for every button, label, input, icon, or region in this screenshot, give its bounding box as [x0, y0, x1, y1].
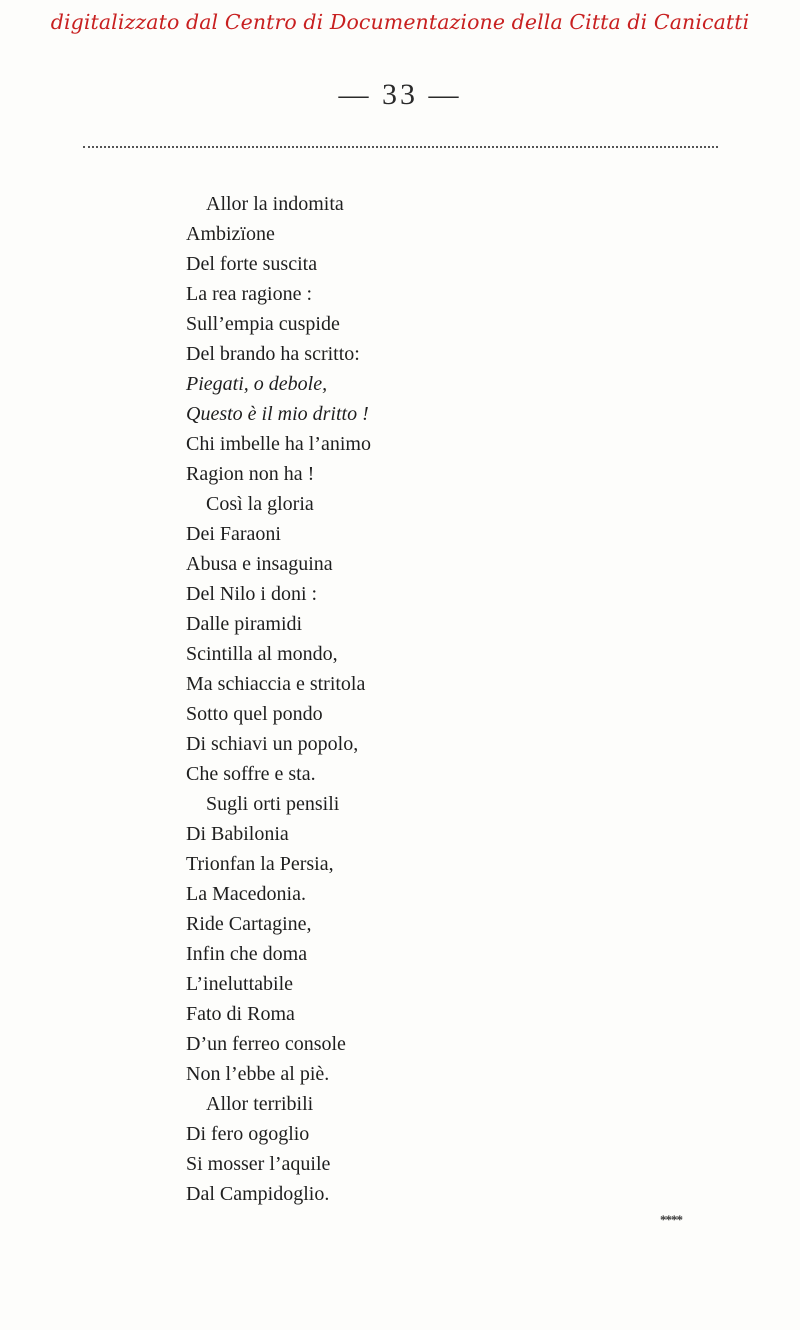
poem-line: Ambizïone [186, 223, 275, 245]
poem-line: Che soffre e sta. [186, 763, 316, 785]
poem-line: Sull’empia cuspide [186, 313, 340, 335]
poem-line: Non l’ebbe al piè. [186, 1063, 330, 1085]
catchword: **** [660, 1212, 682, 1227]
poem-line: Di Babilonia [186, 823, 289, 845]
poem-line: Infin che doma [186, 943, 308, 965]
poem-line: Piegati, o debole, [186, 373, 328, 395]
poem-line: Del brando ha scritto: [186, 343, 360, 365]
poem-line: D’un ferreo console [186, 1033, 346, 1055]
poem-line: Sotto quel pondo [186, 703, 323, 725]
poem-line: Di schiavi un popolo, [186, 733, 359, 755]
poem-line: Del forte suscita [186, 253, 318, 275]
poem-line: Sugli orti pensili [206, 793, 340, 815]
digitization-watermark: digitalizzato dal Centro di Documentazione della Citta di Canicatti [50, 10, 750, 34]
poem-line: Allor terribili [206, 1093, 314, 1115]
poem-line: Questo è il mio dritto ! [186, 403, 369, 425]
poem-line: Fato di Roma [186, 1003, 295, 1025]
poem-line: Chi imbelle ha l’animo [186, 433, 371, 455]
poem-line: Trionfan la Persia, [186, 853, 334, 875]
poem-line: Ragion non ha ! [186, 463, 315, 485]
poem-line: Ma schiaccia e stritola [186, 673, 366, 695]
poem-line: La Macedonia. [186, 883, 306, 905]
poem-text [186, 189, 606, 1209]
poem-line: La rea ragione : [186, 283, 313, 305]
poem-line: Allor la indomita [206, 193, 344, 215]
poem-line: Dal Campidoglio. [186, 1183, 330, 1205]
page-number: — 33 — [338, 78, 462, 111]
poem-line: Ride Cartagine, [186, 913, 312, 935]
poem-line: Di fero ogoglio [186, 1123, 310, 1145]
poem-line: Dalle piramidi [186, 613, 303, 635]
poem-line: Dei Faraoni [186, 523, 281, 545]
header-dotted-rule [83, 146, 718, 148]
poem-line: Scintilla al mondo, [186, 643, 338, 665]
poem-line: Si mosser l’aquile [186, 1153, 331, 1175]
poem-line: Del Nilo i doni : [186, 583, 318, 605]
poem-line: L’ineluttabile [186, 973, 294, 995]
poem-line: Abusa e insaguina [186, 553, 333, 575]
poem-line: Così la gloria [206, 493, 314, 515]
